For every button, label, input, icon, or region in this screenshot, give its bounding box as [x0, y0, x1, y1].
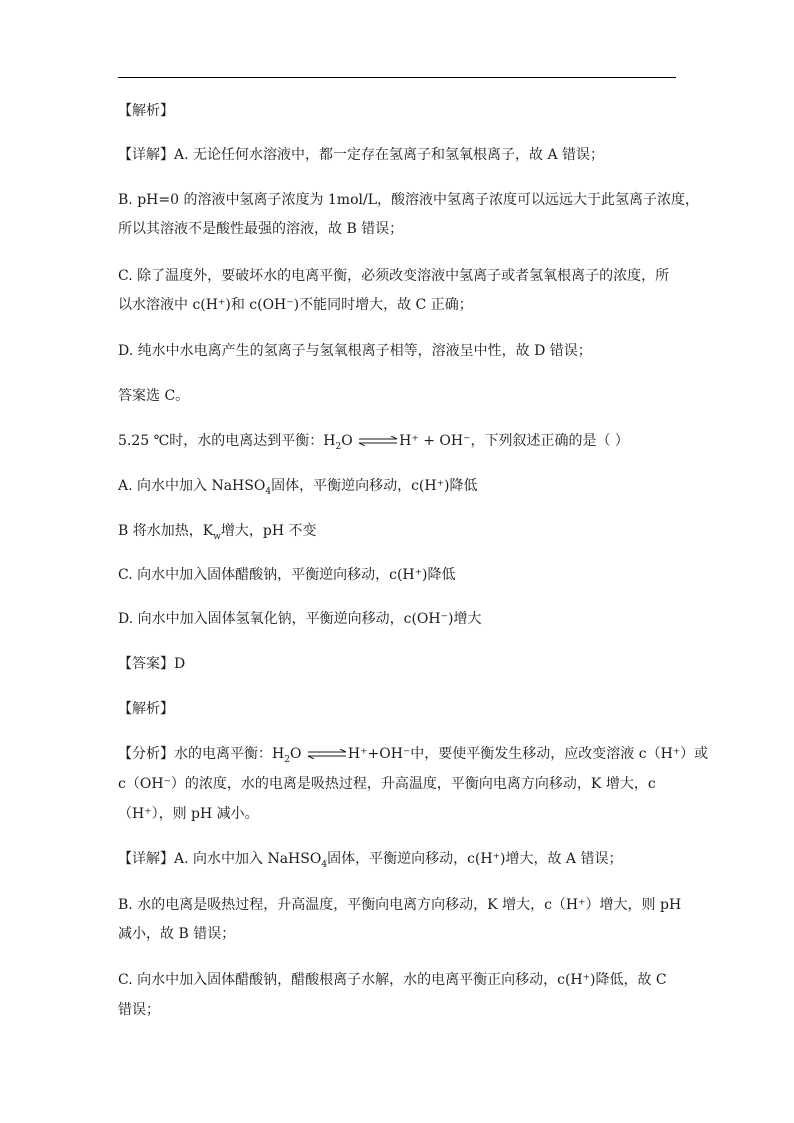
equilibrium-arrow-icon	[306, 749, 348, 759]
option-a-pre: A. 向水中加入 NaHSO	[118, 478, 266, 494]
option-d: D. 向水中加入固体氢氧化钠，平衡逆向移动，c(OH⁻)增大	[118, 611, 482, 627]
detail-2-a-pre: 【详解】A. 向水中加入 NaHSO	[118, 851, 322, 867]
detail-2-line-b-2: 减小，故 B 错误；	[118, 926, 236, 942]
analysis-line-2: c（OH⁻）的浓度，水的电离是吸热过程，升高温度，平衡向电离方向移动，K 增大，c	[118, 776, 656, 792]
option-b-pre: B 将水加热，K	[118, 523, 214, 539]
detail-2-line-b-1: B. 水的电离是吸热过程，升高温度，平衡向电离方向移动，K 增大，c（H⁺）增大，则 pH	[118, 897, 682, 913]
q5-after: H⁺ + OH⁻，下列叙述正确的是（ ）	[399, 433, 629, 449]
detail-2-a-post: 固体，平衡逆向移动，c(H⁺)增大，故 A 错误；	[327, 851, 623, 867]
detail-line-c-2: 以水溶液中 c(H⁺)和 c(OH⁻)不能同时增大，故 C 正确；	[118, 297, 473, 313]
analysis-line-1	[118, 740, 709, 768]
analysis-heading: 【解析】	[118, 701, 174, 717]
option-b-post: 增大，pH 不变	[220, 523, 317, 539]
option-a-sub: 4	[265, 486, 272, 497]
header-rule	[118, 77, 676, 78]
analysis-l1-sub: 2	[284, 754, 290, 765]
detail-2-line-a	[118, 845, 678, 873]
analysis-l1-mid: O	[289, 746, 302, 762]
detail-line-b-1: B. pH=0 的溶液中氢离子浓度为 1mol/L，酸溶液中氢离子浓度可以远远大于此氢离子浓度，	[118, 192, 699, 208]
analysis-l1-post: H⁺+OH⁻中，要使平衡发生移动，应改变溶液 c（H⁺）或	[347, 746, 709, 762]
q5-prefix: 5.25 ℃时，水的电离达到平衡：H	[118, 433, 336, 449]
analysis-line-3: （H⁺），则 pH 减小。	[118, 806, 259, 822]
q5-sub: 2	[335, 441, 342, 452]
answer-label: 【答案】D	[118, 656, 186, 672]
answer-line: 答案选 C。	[118, 388, 190, 404]
detail-2-a-sub: 4	[321, 859, 328, 870]
detail-line-d: D. 纯水中水电离产生的氢离子与氢氧根离子相等，溶液呈中性，故 D 错误；	[118, 343, 592, 359]
analysis-l1-pre: 【分析】水的电离平衡：H	[118, 746, 285, 762]
option-c: C. 向水中加入固体醋酸钠，平衡逆向移动，c(H⁺)降低	[118, 567, 456, 583]
detail-2-line-c-1: C. 向水中加入固体醋酸钠，醋酸根离子水解，水的电离平衡正向移动，c(H⁺)降低，故 C	[118, 972, 667, 988]
equilibrium-arrow-icon	[357, 436, 399, 446]
option-b-sub: w	[213, 531, 221, 542]
detail-2-line-c-2: 错误；	[118, 1002, 160, 1018]
section-heading-analysis: 【解析】	[118, 103, 174, 119]
question-5-stem	[118, 427, 678, 455]
option-a	[118, 472, 678, 500]
option-b	[118, 517, 678, 545]
detail-line-c-1: C. 除了温度外，要破坏水的电离平衡，必须改变溶液中氢离子或者氢氧根离子的浓度，所	[118, 268, 670, 284]
detail-line-a: 【详解】A. 无论任何水溶液中，都一定存在氢离子和氢氧根离子，故 A 错误；	[118, 147, 605, 163]
detail-line-b-2: 所以其溶液不是酸性最强的溶液，故 B 错误；	[118, 221, 404, 237]
q5-mid: O	[341, 433, 353, 449]
option-a-post: 固体，平衡逆向移动，c(H⁺)降低	[271, 478, 478, 494]
